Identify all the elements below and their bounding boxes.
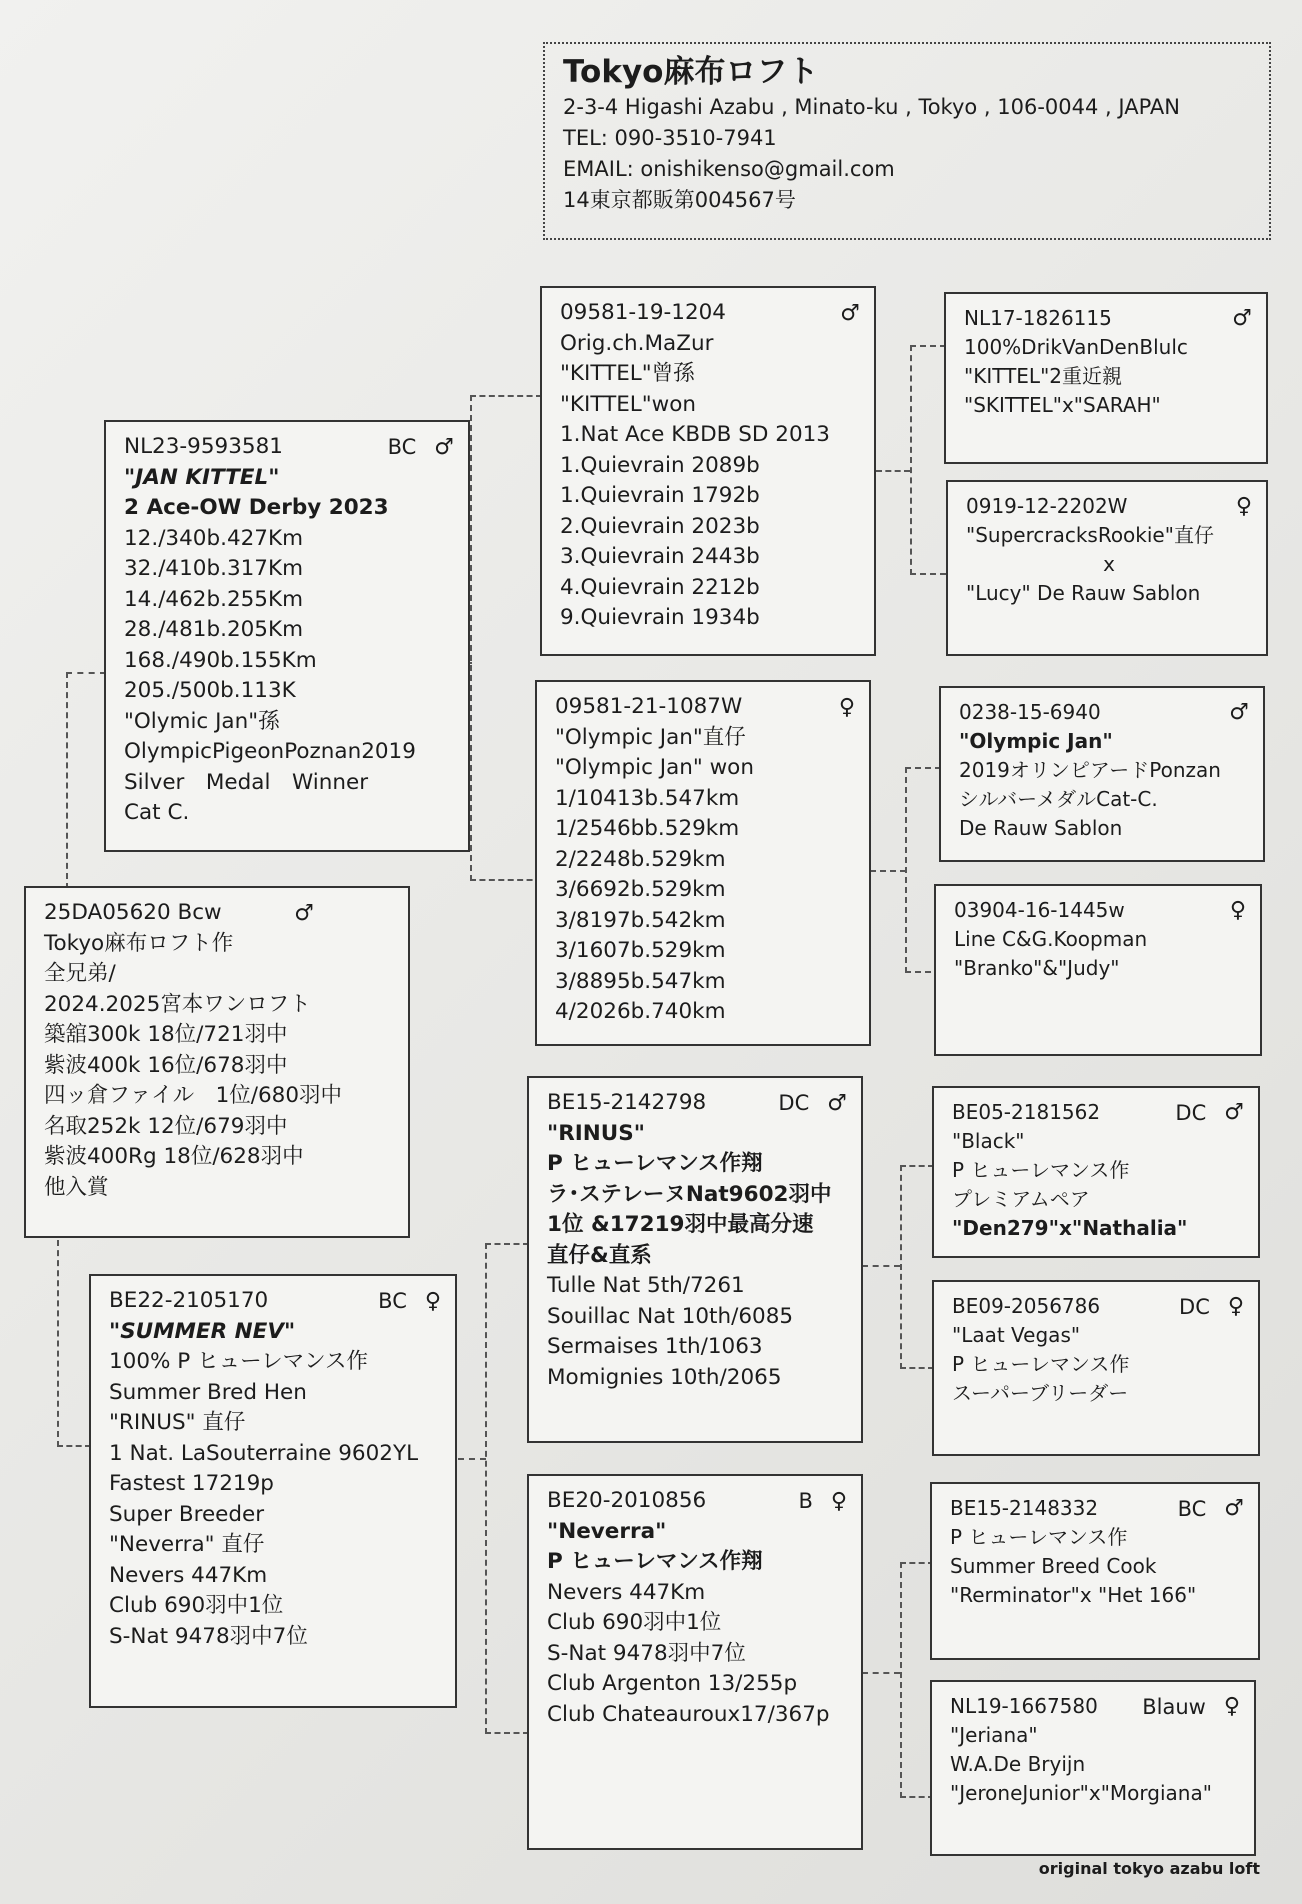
ggp2-line: "SupercracksRookie"直仔 [966, 523, 1214, 547]
gp2-ring: 09581-21-1087W [555, 694, 743, 719]
gp3-line: Souillac Nat 10th/6085 [547, 1303, 794, 1329]
ggp3-line: シルバーメダルCat-C. [959, 787, 1158, 811]
ggp8-line: "Jeriana" [950, 1723, 1038, 1747]
dam-line: Fastest 17219p [109, 1471, 274, 1496]
sire-line: Silver Medal Winner [124, 769, 369, 795]
female-sex-icon: ♀ [830, 1488, 847, 1514]
dam-line: 1 Nat. LaSouterraine 9602YL [109, 1440, 419, 1466]
connector-dam-grandparents [485, 1243, 529, 1734]
male-sex-icon: ♂ [1224, 1100, 1244, 1125]
subject-line: 紫波400k 16位/678羽中 [44, 1052, 288, 1078]
gp4-line: Club 690羽中1位 [547, 1610, 722, 1635]
gp1-line: 1.Quievrain 2089b [560, 452, 760, 478]
ggp7-color: BC [1177, 1496, 1207, 1521]
dam-line: 100% P ヒューレマンス作 [109, 1349, 369, 1374]
gp4-line: Club Argenton 13/255p [547, 1671, 798, 1696]
ggp7-line: P ヒューレマンス作 [950, 1525, 1128, 1549]
subject-card [24, 886, 410, 1238]
gp3-line: Momignies 10th/2065 [547, 1364, 782, 1390]
ggp1-ring: NL17-1826115 [964, 306, 1112, 330]
ggp8-card [930, 1680, 1256, 1856]
sire-highlight: 2 Ace-OW Derby 2023 [124, 495, 389, 520]
dam-line: Super Breeder [109, 1501, 265, 1527]
sire-line: Cat C. [124, 800, 190, 825]
sire-line: 168./490b.155Km [124, 647, 317, 673]
dam-line: "RINUS" 直仔 [109, 1410, 246, 1435]
female-sex-icon: ♀ [1235, 494, 1252, 519]
subject-line: 全兄弟/ [44, 961, 116, 986]
female-sex-icon: ♀ [838, 694, 855, 720]
ggp3-ring: 0238-15-6940 [959, 700, 1101, 724]
gp2-line: 3/8895b.547km [555, 968, 726, 994]
ggp2-line: x [1103, 552, 1115, 576]
gp3-line: Tulle Nat 5th/7261 [547, 1273, 745, 1298]
gp2-line: 3/6692b.529km [555, 877, 726, 902]
connector-gp4-parents [900, 1562, 934, 1798]
ggp3-line: De Rauw Sablon [959, 816, 1123, 840]
footer-credit: original tokyo azabu loft [1038, 1859, 1260, 1878]
dam-ring: BE22-2105170 [109, 1288, 269, 1313]
ggp6-line: P ヒューレマンス作 [952, 1352, 1130, 1376]
loft-tel: TEL: 090-3510-7941 [563, 126, 777, 150]
sire-line: 32./410b.317Km [124, 556, 304, 581]
loft-license: 14東京都販第004567号 [563, 188, 796, 212]
ggp8-line: W.A.De Bryijn [950, 1752, 1086, 1776]
dam-color: BC [378, 1289, 407, 1314]
male-sex-icon: ♂ [1232, 306, 1252, 331]
ggp8-line: "JeroneJunior"x"Morgiana" [950, 1781, 1212, 1805]
gp3-ring: BE15-2142798 [547, 1090, 707, 1115]
loft-title: Tokyo麻布ロフト [563, 54, 819, 90]
gp1-line: 4.Quievrain 2212b [560, 574, 760, 600]
ggp4-ring: 03904-16-1445w [954, 898, 1125, 922]
loft-header [543, 42, 1271, 240]
ggp2-line: "Lucy" De Rauw Sablon [966, 581, 1201, 605]
ggp1-line: 100%DrikVanDenBlulc [964, 335, 1188, 359]
gp4-name: "Neverra" [547, 1518, 667, 1544]
dam-name: "SUMMER NEV" [109, 1318, 296, 1344]
gp2-line: 1/2546bb.529km [555, 816, 740, 841]
connector-subject-sire [66, 672, 106, 889]
gp2-line: 4/2026b.740km [555, 999, 726, 1024]
male-sex-icon: ♂ [434, 434, 454, 460]
connector-sire-grandparents [470, 395, 542, 881]
ggp6-color: DC [1179, 1294, 1210, 1319]
loft-address: 2-3-4 Higashi Azabu , Minato-ku , Tokyo , 106-0044 , JAPAN [563, 95, 1180, 119]
ggp7-card [930, 1482, 1260, 1660]
male-sex-icon: ♂ [840, 300, 860, 326]
ggp3-name: "Olympic Jan" [959, 729, 1113, 753]
sire-line: OlympicPigeonPoznan2019 [124, 739, 416, 764]
connector-dam-stub [458, 1458, 486, 1460]
ggp3-card [939, 686, 1265, 862]
ggp7-ring: BE15-2148332 [950, 1496, 1099, 1520]
sire-ring: NL23-9593581 [124, 434, 283, 459]
gp3-color: DC [778, 1091, 810, 1116]
sire-color: BC [387, 435, 417, 460]
gp1-line: "KITTEL"曾孫 [560, 361, 695, 386]
gp1-line: Orig.ch.MaZur [560, 330, 714, 356]
ggp4-line: Line C&G.Koopman [954, 927, 1148, 951]
gp4-ring: BE20-2010856 [547, 1488, 707, 1513]
dam-line: Club 690羽中1位 [109, 1593, 284, 1618]
ggp2-ring: 0919-12-2202W [966, 494, 1128, 518]
gp4-bold-line: P ヒューレマンス作翔 [547, 1549, 763, 1574]
gp2-line: "Olympic Jan"直仔 [555, 724, 746, 750]
grandsire-maternal-card [527, 1076, 863, 1443]
ggp4-card [934, 884, 1262, 1056]
gp3-bold-line: ラ･ステレーヌNat9602羽中 [547, 1181, 832, 1207]
ggp5-card [932, 1086, 1260, 1258]
subject-line: 紫波400Rg 18位/628羽中 [44, 1144, 304, 1169]
connector-gp1-parents [910, 345, 946, 575]
gp3-name: "RINUS" [547, 1120, 645, 1146]
ggp1-line: "SKITTEL"x"SARAH" [964, 393, 1161, 417]
gp3-bold-line: 直仔&直系 [547, 1242, 652, 1268]
gp2-line: "Olympic Jan" won [555, 755, 754, 780]
gp1-line: 9.Quievrain 1934b [560, 605, 760, 630]
female-sex-icon: ♀ [1229, 898, 1246, 923]
ggp5-bold-line: "Den279"x"Nathalia" [952, 1216, 1188, 1240]
ggp6-line: スーパーブリーダー [952, 1381, 1129, 1405]
sire-card [104, 420, 470, 852]
gp2-line: 2/2248b.529km [555, 846, 726, 872]
ggp6-line: "Laat Vegas" [952, 1323, 1081, 1347]
subject-line: 四ッ倉ファイル 1位/680羽中 [44, 1083, 343, 1108]
ggp5-line: P ヒューレマンス作 [952, 1158, 1130, 1182]
gp3-bold-line: 1位 &17219羽中最高分速 [547, 1212, 814, 1237]
gp4-color: B [798, 1489, 813, 1514]
gp4-line: Club Chateauroux17/367p [547, 1701, 830, 1727]
ggp5-line: プレミアムペア [952, 1187, 1090, 1211]
ggp1-line: "KITTEL"2重近親 [964, 364, 1122, 388]
gp1-line: 3.Quievrain 2443b [560, 544, 760, 569]
ggp5-line: "Black" [952, 1129, 1025, 1153]
gp3-bold-line: P ヒューレマンス作翔 [547, 1151, 763, 1176]
male-sex-icon: ♂ [294, 900, 314, 926]
gp2-line: 1/10413b.547km [555, 785, 740, 811]
dam-card [89, 1274, 457, 1708]
gp3-line: Sermaises 1th/1063 [547, 1334, 763, 1359]
connector-gp2-stub [870, 870, 906, 872]
gp2-line: 3/1607b.529km [555, 938, 726, 963]
ggp8-ring: NL19-1667580 [950, 1694, 1098, 1718]
connector-gp4-stub [862, 1672, 900, 1674]
connector-gp1-stub [876, 470, 910, 472]
dam-line: Nevers 447Km [109, 1562, 268, 1588]
gp1-line: 1.Nat Ace KBDB SD 2013 [560, 422, 830, 447]
sire-line: 28./481b.205Km [124, 617, 304, 642]
male-sex-icon: ♂ [1229, 700, 1249, 725]
gp4-line: Nevers 447Km [547, 1579, 706, 1605]
sire-line: 205./500b.113K [124, 678, 296, 703]
male-sex-icon: ♂ [1224, 1496, 1244, 1521]
ggp6-card [932, 1280, 1260, 1456]
dam-line: S-Nat 9478羽中7位 [109, 1623, 308, 1649]
gp1-ring: 09581-19-1204 [560, 300, 726, 325]
subject-line: 名取252k 12位/679羽中 [44, 1113, 288, 1139]
gp2-line: 3/8197b.542km [555, 907, 726, 933]
granddam-paternal-card [535, 680, 871, 1046]
ggp7-line: "Rerminator"x "Het 166" [950, 1583, 1197, 1607]
subject-line: 他入賞 [44, 1174, 109, 1200]
ggp2-card [946, 480, 1268, 656]
loft-email: EMAIL: onishikenso@gmail.com [563, 157, 895, 181]
grandsire-paternal-card [540, 286, 876, 656]
gp1-line: "KITTEL"won [560, 391, 697, 417]
granddam-maternal-card [527, 1474, 863, 1850]
ggp1-card [944, 292, 1268, 464]
male-sex-icon: ♂ [827, 1090, 847, 1116]
sire-name: "JAN KITTEL" [124, 464, 280, 490]
sire-line: 12./340b.427Km [124, 525, 304, 551]
subject-line: 築舘300k 18位/721羽中 [44, 1022, 288, 1047]
connector-gp3-parents [900, 1165, 934, 1369]
ggp5-color: DC [1175, 1100, 1207, 1125]
connector-subject-dam [57, 1230, 91, 1447]
ggp4-line: "Branko"&"Judy" [954, 956, 1120, 980]
subject-ring: 25DA05620 Bcw [44, 900, 222, 925]
subject-line: Tokyo麻布ロフト作 [44, 930, 234, 956]
dam-line: Summer Bred Hen [109, 1379, 307, 1405]
sire-line: "Olymic Jan"孫 [124, 708, 280, 734]
female-sex-icon: ♀ [1227, 1294, 1244, 1319]
subject-line: 2024.2025宮本ワンロフト [44, 991, 311, 1017]
sire-line: 14./462b.255Km [124, 586, 304, 612]
dam-line: "Neverra" 直仔 [109, 1532, 265, 1557]
gp1-line: 2.Quievrain 2023b [560, 513, 760, 539]
ggp6-ring: BE09-2056786 [952, 1294, 1101, 1318]
ggp5-ring: BE05-2181562 [952, 1100, 1101, 1124]
connector-gp3-stub [862, 1265, 900, 1267]
female-sex-icon: ♀ [1223, 1694, 1240, 1719]
gp1-line: 1.Quievrain 1792b [560, 483, 760, 508]
female-sex-icon: ♀ [424, 1288, 441, 1314]
ggp8-color: Blauw [1142, 1694, 1206, 1719]
ggp3-line: 2019オリンピアードPonzan [959, 758, 1221, 782]
gp4-line: S-Nat 9478羽中7位 [547, 1640, 746, 1666]
ggp7-line: Summer Breed Cook [950, 1554, 1157, 1578]
